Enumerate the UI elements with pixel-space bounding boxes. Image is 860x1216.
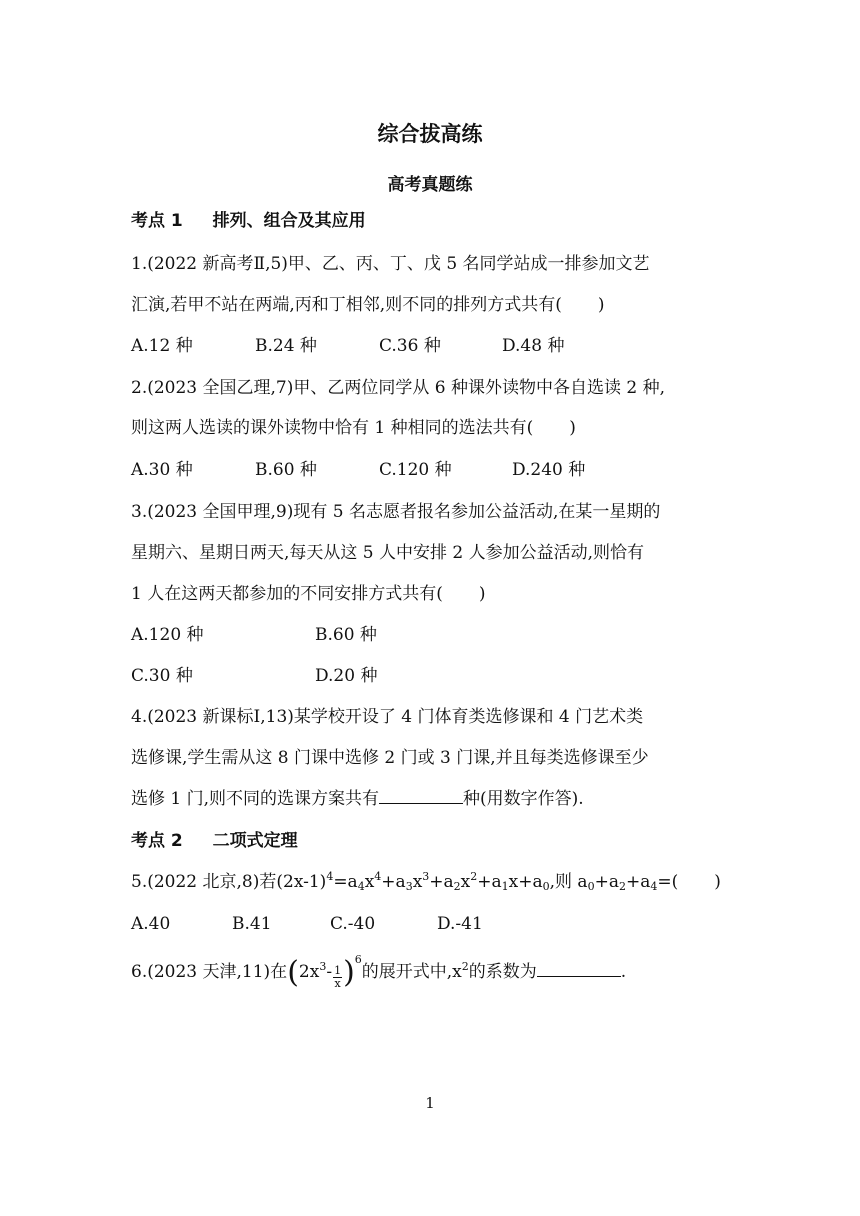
section-heading-1 bbox=[131, 209, 366, 233]
question-text: 选修 1 门,则不同的选课方案共有 bbox=[131, 789, 380, 809]
question-5-line-1 bbox=[131, 870, 721, 894]
question-4-line-2: 选修课,学生需从这 8 门课中选修 2 门或 3 门课,并且每类选修课至少 bbox=[131, 748, 649, 768]
subscript: 0 bbox=[542, 880, 550, 893]
option-a: A.12 种 bbox=[131, 336, 193, 356]
q6-text: . bbox=[620, 962, 627, 982]
exponent: 6 bbox=[354, 953, 362, 966]
subscript: 2 bbox=[453, 880, 461, 893]
paren-close: ) bbox=[597, 295, 605, 315]
denominator: x bbox=[334, 977, 341, 990]
q5-text: +a bbox=[477, 872, 502, 892]
question-text: 则这两人选读的课外读物中恰有 1 种相同的选法共有( bbox=[131, 418, 534, 438]
question-3-line-2: 星期六、星期日两天,每天从这 5 人中安排 2 人参加公益活动,则恰有 bbox=[131, 543, 645, 563]
q5-text: x bbox=[364, 872, 375, 892]
q5-text: x bbox=[412, 872, 423, 892]
question-6-line-1 bbox=[131, 953, 627, 990]
q5-text: +a bbox=[429, 872, 454, 892]
option-d: D.48 种 bbox=[502, 336, 565, 356]
subscript: 4 bbox=[650, 880, 658, 893]
question-1-line-2 bbox=[131, 293, 604, 317]
question-text: 汇演,若甲不站在两端,丙和丁相邻,则不同的排列方式共有( bbox=[131, 295, 562, 315]
section-label: 考点 2 bbox=[131, 831, 183, 851]
page-number: 1 bbox=[425, 1094, 435, 1112]
exponent: 2 bbox=[470, 870, 478, 883]
q5-text: x bbox=[460, 872, 471, 892]
q6-text: 的系数为 bbox=[468, 962, 537, 982]
question-1-line-1: 1.(2022 新高考Ⅱ,5)甲、乙、丙、丁、戊 5 名同学站成一排参加文艺 bbox=[131, 254, 650, 274]
option-c: C.30 种 bbox=[131, 666, 193, 686]
question-2-line-1: 2.(2023 全国乙理,7)甲、乙两位同学从 6 种课外读物中各自选读 2 种, bbox=[131, 378, 666, 398]
section-heading-2 bbox=[131, 829, 298, 853]
option-d: D.-41 bbox=[437, 914, 483, 934]
subscript: 1 bbox=[501, 880, 509, 893]
option-a: A.30 种 bbox=[131, 460, 193, 480]
question-text: 1 人在这两天都参加的不同安排方式共有( bbox=[131, 584, 443, 604]
q5-text: +a bbox=[594, 872, 619, 892]
section-name: 二项式定理 bbox=[212, 831, 298, 851]
option-b: B.24 种 bbox=[255, 336, 317, 356]
numerator: 1 bbox=[334, 964, 342, 977]
exponent: 4 bbox=[374, 870, 382, 883]
page-title: 综合拔高练 bbox=[377, 122, 483, 146]
q6-text: 的展开式中,x bbox=[361, 962, 462, 982]
question-3-line-1: 3.(2023 全国甲理,9)现有 5 名志愿者报名参加公益活动,在某一星期的 bbox=[131, 502, 661, 522]
option-a: A.120 种 bbox=[131, 625, 204, 645]
option-c: C.-40 bbox=[330, 914, 376, 934]
subscript: 3 bbox=[405, 880, 413, 893]
option-b: B.60 种 bbox=[315, 625, 377, 645]
paren-close: ) bbox=[714, 872, 721, 892]
option-b: B.60 种 bbox=[255, 460, 317, 480]
exponent: 3 bbox=[422, 870, 430, 883]
option-c: C.120 种 bbox=[379, 460, 452, 480]
subscript: 2 bbox=[618, 880, 626, 893]
subscript: 4 bbox=[357, 880, 365, 893]
question-text-tail: 种(用数字作答). bbox=[463, 789, 584, 809]
question-4-line-1: 4.(2023 新课标Ⅰ,13)某学校开设了 4 门体育类选修课和 4 门艺术类 bbox=[131, 707, 644, 727]
q5-text: +a bbox=[625, 872, 651, 892]
fill-blank bbox=[537, 960, 621, 977]
minus-sign: - bbox=[326, 962, 333, 982]
right-paren: ) bbox=[343, 955, 355, 990]
option-b: B.41 bbox=[232, 914, 272, 934]
option-d: D.20 种 bbox=[315, 666, 378, 686]
left-paren: ( bbox=[287, 955, 299, 990]
q5-text: 5.(2022 北京,8)若(2x-1) bbox=[131, 872, 327, 892]
question-4-line-3 bbox=[131, 787, 584, 811]
page-subtitle: 高考真题练 bbox=[387, 175, 473, 195]
subscript: 0 bbox=[587, 880, 595, 893]
section-name: 排列、组合及其应用 bbox=[212, 211, 366, 231]
paren-close: ) bbox=[569, 418, 576, 438]
option-c: C.36 种 bbox=[379, 336, 441, 356]
option-d: D.240 种 bbox=[512, 460, 586, 480]
q6-text: 6.(2023 天津,11)在 bbox=[131, 962, 288, 982]
exponent: 2 bbox=[461, 960, 469, 973]
option-a: A.40 bbox=[131, 914, 171, 934]
q5-text: x+a bbox=[508, 872, 543, 892]
fill-blank bbox=[379, 787, 463, 804]
question-3-line-3 bbox=[131, 582, 486, 606]
q6-term: 2x bbox=[298, 962, 320, 982]
q5-text: =( bbox=[657, 872, 679, 892]
section-label: 考点 1 bbox=[131, 211, 183, 231]
paren-close: ) bbox=[478, 584, 486, 604]
fraction bbox=[333, 965, 342, 990]
exponent: 3 bbox=[319, 960, 327, 973]
question-2-line-2 bbox=[131, 416, 576, 440]
q5-text: +a bbox=[381, 872, 406, 892]
q5-text: =a bbox=[333, 872, 358, 892]
q5-text: ,则 a bbox=[549, 872, 588, 892]
exponent: 4 bbox=[326, 870, 334, 883]
